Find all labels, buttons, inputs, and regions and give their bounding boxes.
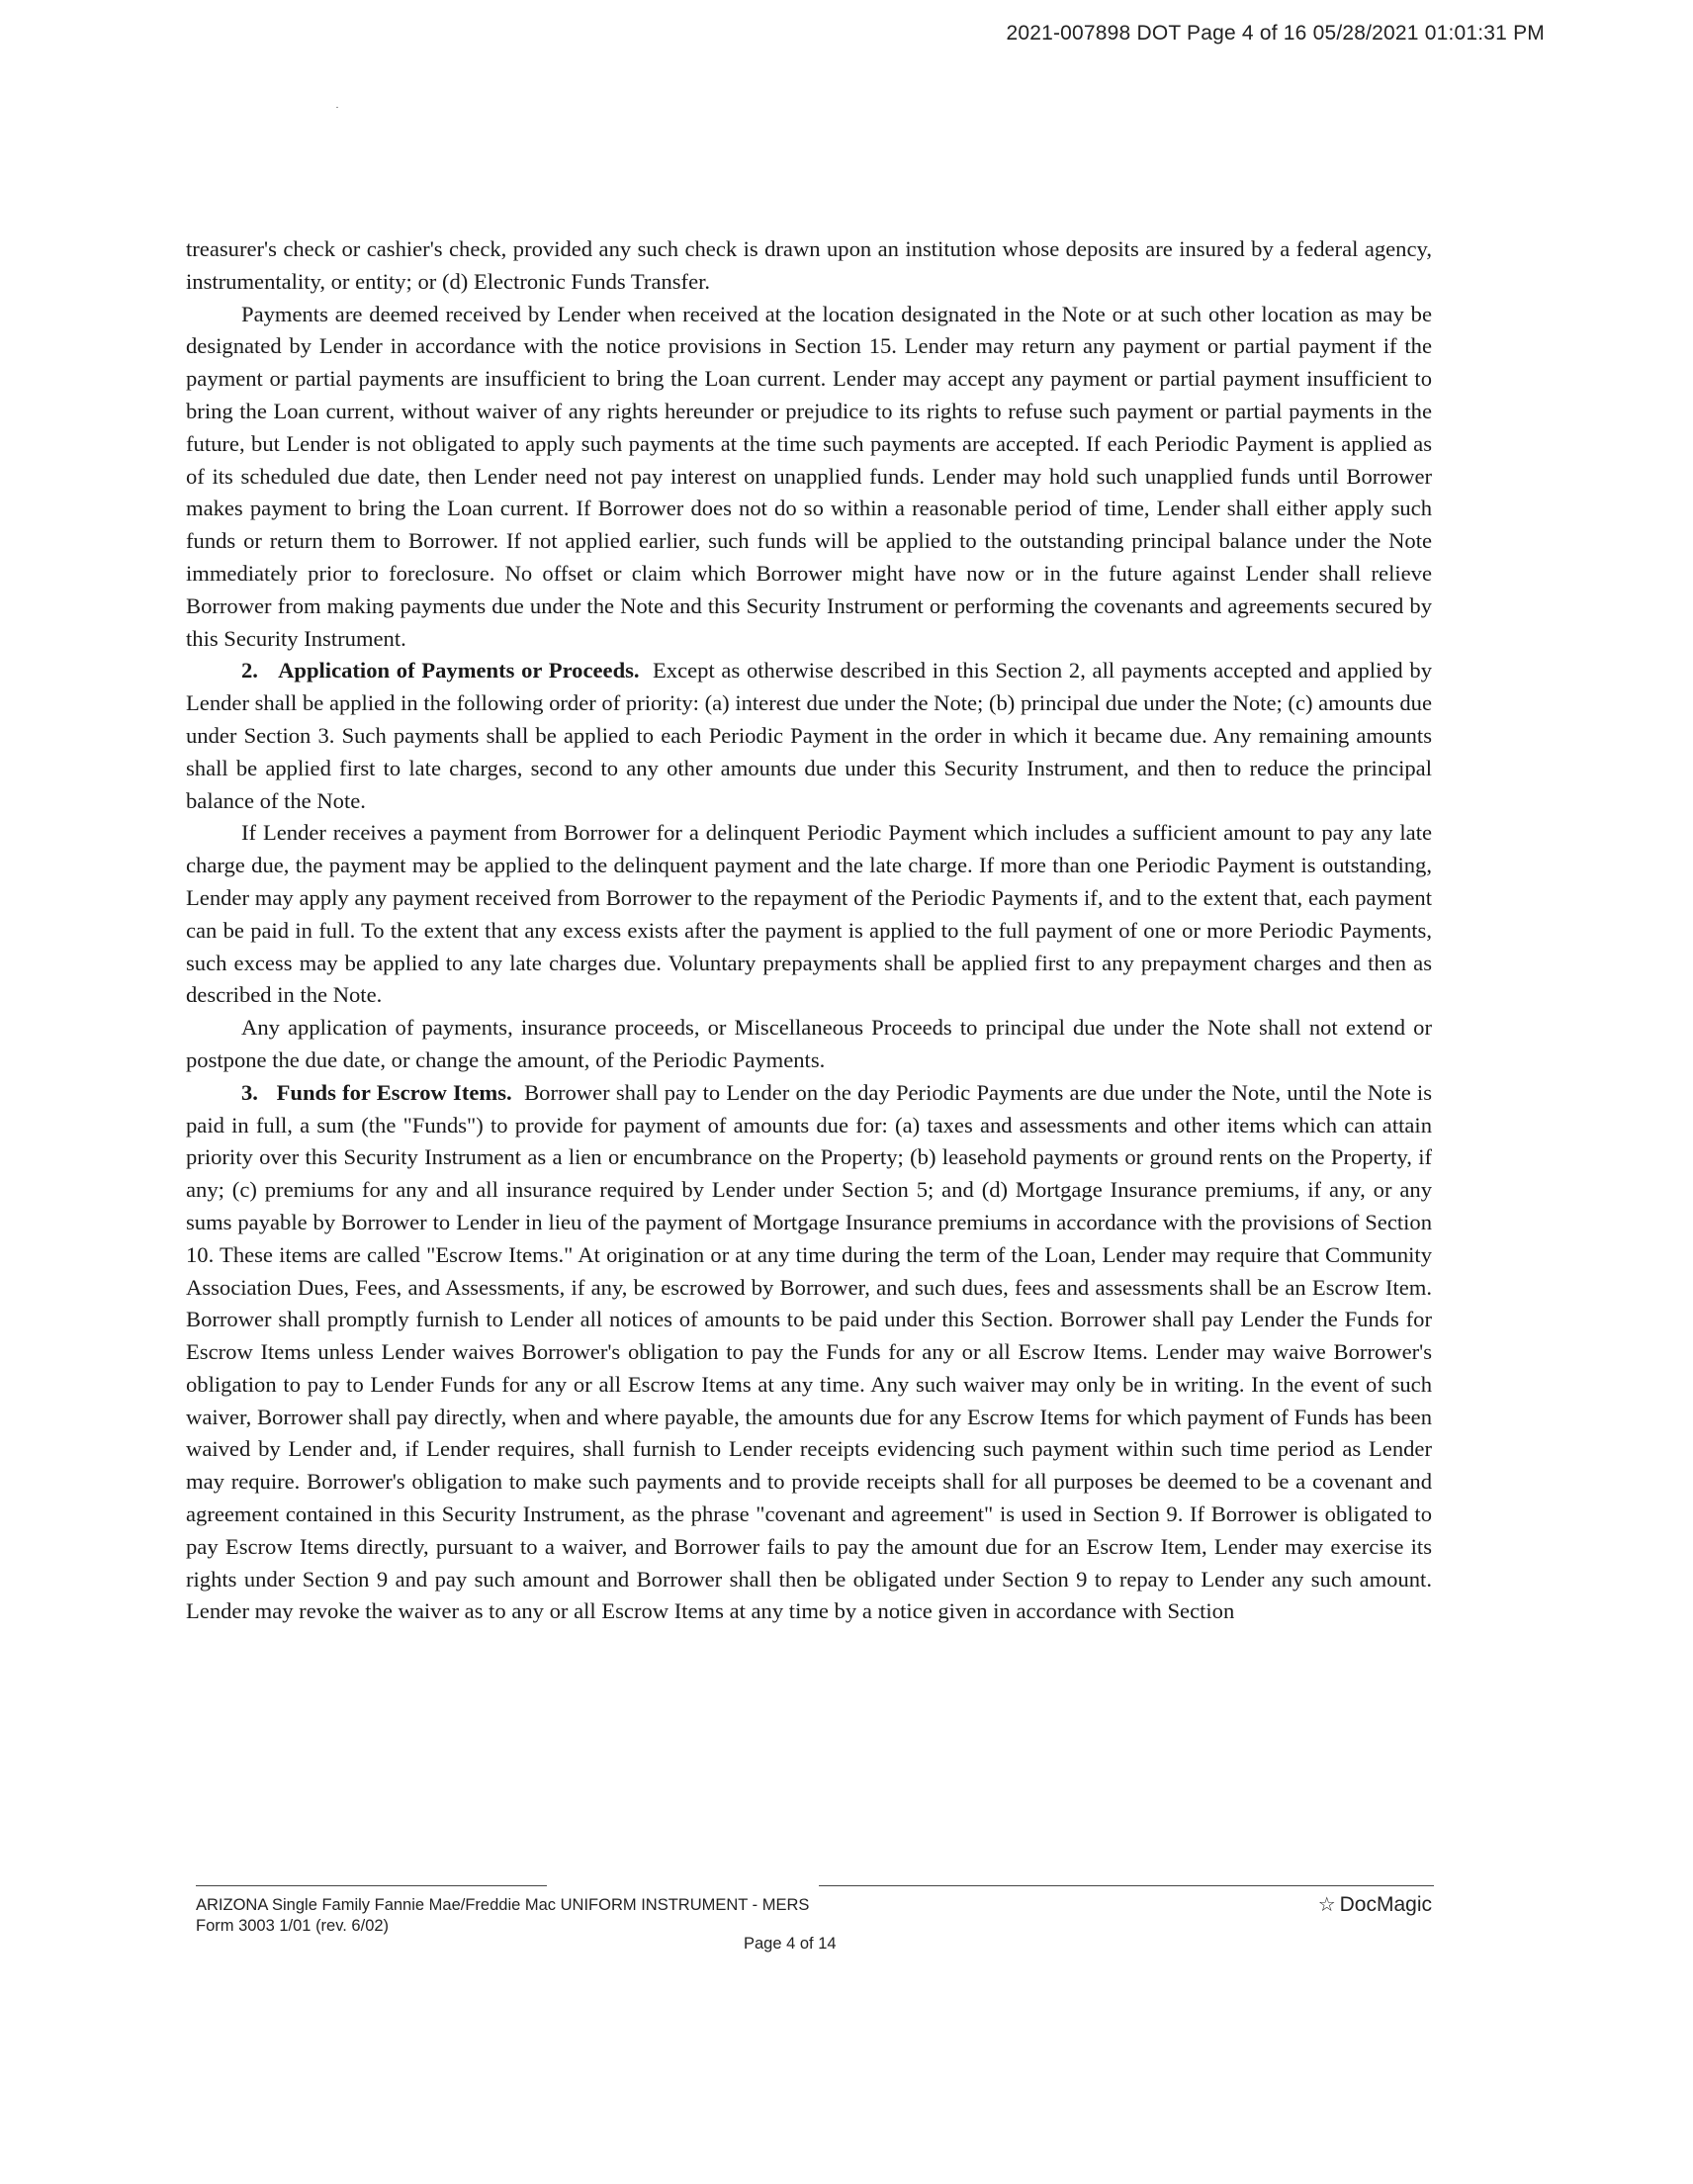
paragraph-application-of-proceeds [186, 1012, 1432, 1077]
paragraph-text: Payments are deemed received by Lender when received at the location designated in the Note or at such other location as may be designated by Lender in accordance with the notice provisions in Section 15. Lender may return any payment or partial payment if the payment or partial payments are insufficient to bring the Loan current. Lender may accept any payment or partial payment insufficient to bring the Loan current, without waiver of any rights hereunder or prejudice to its rights to refuse such payment or partial payments in the future, but Lender is not obligated to apply such payments at the time such payments are accepted. If each Periodic Payment is applied as of its scheduled due date, then Lender need not pay interest on unapplied funds. Lender may hold such unapplied funds until Borrower makes payment to bring the Loan current. If Borrower does not do so within a reasonable period of time, Lender shall either apply such funds or return them to Borrower. If not applied earlier, such funds will be applied to the outstanding principal balance under the Note immediately prior to foreclosure. No offset or claim which Borrower might have now or in the future against Lender shall relieve Borrower from making payments due under the Note and this Security Instrument or performing the covenants and agreements secured by this Security Instrument. [186, 301, 1432, 651]
paragraph-payments-received [186, 299, 1432, 656]
scan-speck [336, 107, 338, 108]
footer-rule-left [196, 1885, 547, 1886]
footer-page-number: Page 4 of 14 [744, 1935, 837, 1953]
footer-brand [1318, 1892, 1432, 1917]
paragraph-text: Any application of payments, insurance proceeds, or Miscellaneous Proceeds to principal due under the Note shall not extend or postpone the due date, or change the amount, of the Periodic Payments. [186, 1015, 1432, 1072]
document-body [186, 233, 1432, 1628]
section-title: Application of Payments or Proceeds. [278, 658, 640, 683]
footer-form-info [196, 1895, 947, 1937]
paragraph-section-3 [186, 1077, 1432, 1629]
footer-form-number: Form 3003 1/01 (rev. 6/02) [196, 1917, 390, 1935]
paragraph-text: Except as otherwise described in this Section 2, all payments accepted and applied by Lender shall be applied in the following order of priority: (a) interest due under the Note; (b) principal due under the Note; (c) amounts due under Section 3. Such payments shall be applied to each Periodic Payment in the order in which it became due. Any remaining amounts shall be applied first to late charges, second to any other amounts due under this Security Instrument, and then to reduce the principal balance of the Note. [186, 658, 1432, 813]
paragraph-payment-methods [186, 233, 1432, 299]
section-number: 3. [241, 1079, 258, 1105]
footer-form-title: ARIZONA Single Family Fannie Mae/Freddie Mac UNIFORM INSTRUMENT - MERS [196, 1896, 810, 1914]
section-number: 2. [241, 658, 258, 683]
section-title: Funds for Escrow Items. [276, 1079, 512, 1105]
paragraph-text: If Lender receives a payment from Borrower for a delinquent Periodic Payment which includes a sufficient amount to pay any late charge due, the payment may be applied to the delinquent payment and the late charge. If more than one Periodic Payment is outstanding, Lender may apply any payment received from Borrower to the repayment of the Periodic Payments if, and to the extent that, each payment can be paid in full. To the extent that any excess exists after the payment is applied to the full payment of one or more Periodic Payments, such excess may be applied to any late charges due. Voluntary prepayments shall be applied first to any prepayment charges and then as described in the Note. [186, 820, 1432, 1008]
brand-name: DocMagic [1339, 1892, 1432, 1916]
footer-rule-right [819, 1885, 1434, 1886]
paragraph-section-2 [186, 655, 1432, 817]
paragraph-delinquent-payment [186, 817, 1432, 1012]
paragraph-text: Borrower shall pay to Lender on the day Periodic Payments are due under the Note, until the Note is paid in full, a sum (the "Funds") to provide for payment of amounts due for: (a) taxes and assessments and other items which can attain priority over this Security Instrument as a lien or encumbrance on the Property; (b) leasehold payments or ground rents on the Property, if any; (c) premiums for any and all insurance required by Lender under Section 5; and (d) Mortgage Insurance premiums, if any, or any sums payable by Borrower to Lender in lieu of the payment of Mortgage Insurance premiums in accordance with the provisions of Section 10. These items are called "Escrow Items." At origination or at any time during the term of the Loan, Lender may require that Community Association Dues, Fees, and Assessments, if any, be escrowed by Borrower, and such dues, fees and assessments shall be an Escrow Item. Borrower shall promptly furnish to Lender all notices of amounts to be paid under this Section. Borrower shall pay Lender the Funds for Escrow Items unless Lender waives Borrower's obligation to pay the Funds for any or all Escrow Items. Lender may waive Borrower's obligation to pay to Lender Funds for any or all Escrow Items at any time. Any such waiver may only be in writing. In the event of such waiver, Borrower shall pay directly, when and where payable, the amounts due for any Escrow Items for which payment of Funds has been waived by Lender and, if Lender requires, shall furnish to Lender receipts evidencing such payment within such time period as Lender may require. Borrower's obligation to make such payments and to provide receipts shall for all purposes be deemed to be a covenant and agreement contained in this Security Instrument, as the phrase "covenant and agreement" is used in Section 9. If Borrower is obligated to pay Escrow Items directly, pursuant to a waiver, and Borrower fails to pay the amount due for an Escrow Item, Lender may exercise its rights under Section 9 and pay such amount and Borrower shall then be obligated under Section 9 to repay to Lender any such amount. Lender may revoke the waiver as to any or all Escrow Items at any time by a notice given in accordance with Section [186, 1079, 1432, 1624]
recording-stamp: 2021-007898 DOT Page 4 of 16 05/28/2021 01:01:31 PM [1006, 22, 1545, 45]
star-icon: ☆ [1317, 1894, 1336, 1916]
paragraph-text: treasurer's check or cashier's check, provided any such check is drawn upon an institution whose deposits are insured by a federal agency, instrumentality, or entity; or (d) Electronic Funds Transfer. [186, 236, 1432, 294]
